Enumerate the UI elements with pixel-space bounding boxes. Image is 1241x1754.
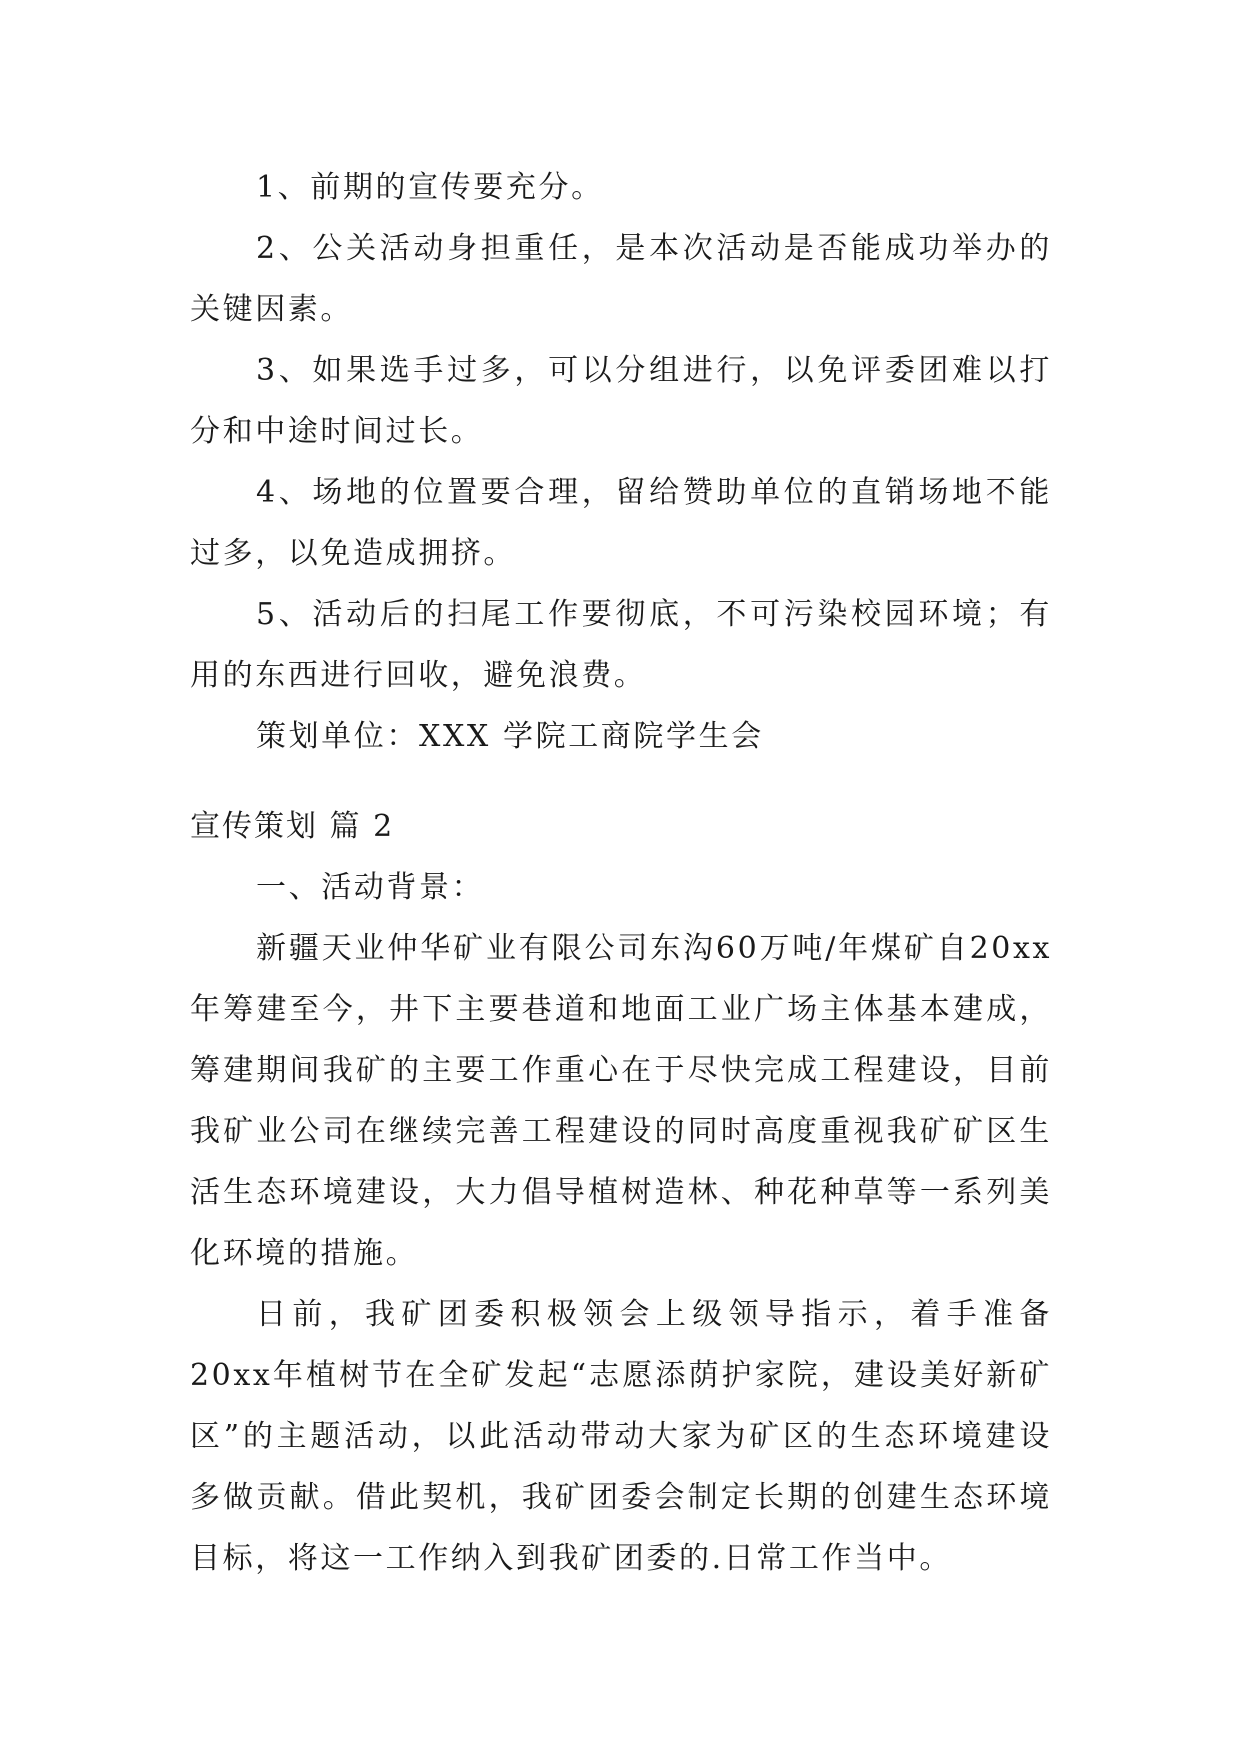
signature-line: 策划单位：XXX 学院工商院学生会	[256, 719, 764, 754]
document-page	[190, 157, 1052, 1589]
section-subheading: 一、活动背景：	[256, 870, 485, 905]
list-item: 4、场地的位置要合理，留给赞助单位的直销场地不能过多，以免造成拥挤。	[190, 475, 1052, 571]
list-item: 1、前期的宣传要充分。	[256, 170, 604, 205]
section-heading: 宣传策划 篇 2	[190, 809, 395, 844]
list-item: 5、活动后的扫尾工作要彻底，不可污染校园环境；有用的东西进行回收，避免浪费。	[190, 597, 1052, 693]
body-paragraph: 新疆天业仲华矿业有限公司东沟60万吨/年煤矿自20xx年筹建至今，井下主要巷道和地面工业广场主体基本建成，筹建期间我矿的主要工作重心在于尽快完成工程建设，目前我矿业公司在继续完善工程建设的同时高度重视我矿矿区生活生态环境建设，大力倡导植树造林、种花种草等一系列美化环境的措施。	[190, 931, 1052, 1271]
list-item: 2、公关活动身担重任，是本次活动是否能成功举办的关键因素。	[190, 231, 1052, 327]
body-paragraph: 日前，我矿团委积极领会上级领导指示，着手准备20xx年植树节在全矿发起“志愿添荫护家院，建设美好新矿区”的主题活动，以此活动带动大家为矿区的生态环境建设多做贡献。借此契机，我矿团委会制定长期的创建生态环境目标，将这一工作纳入到我矿团委的.日常工作当中。	[190, 1297, 1052, 1576]
list-item: 3、如果选手过多，可以分组进行，以免评委团难以打分和中途时间过长。	[190, 353, 1052, 449]
